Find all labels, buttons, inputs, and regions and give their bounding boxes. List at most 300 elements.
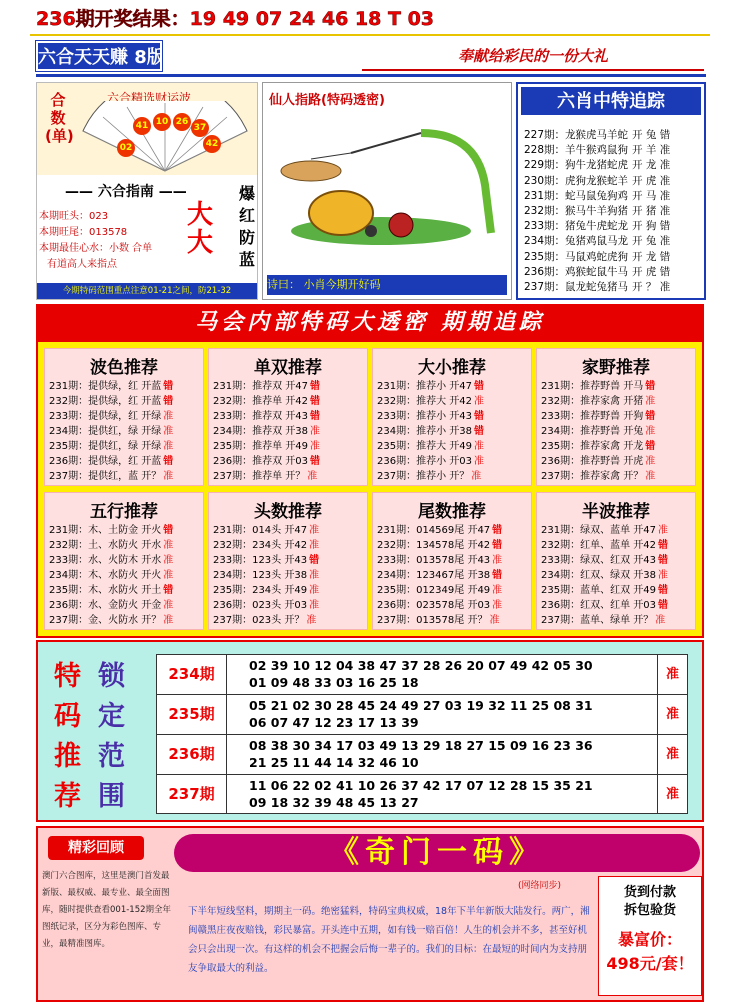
cod-label: 拆包验货: [623, 903, 676, 918]
card-row: [49, 469, 173, 484]
card-title: 头数推荐: [254, 502, 322, 522]
card-row: [49, 523, 173, 538]
zodiac-row-r: 开 马 准: [632, 189, 671, 202]
lock-numbers-line: 01 09 48 33 03 16 25 18: [249, 675, 419, 690]
side-chars: 爆红防蓝: [238, 184, 255, 269]
card-row-mark: 准: [658, 525, 668, 536]
card-row-text: 233期：推荐小 开43: [377, 411, 472, 422]
lock-char: 荐: [54, 781, 81, 812]
six-zodiac-title: 六肖中特追踪: [520, 86, 702, 116]
card-row: [213, 538, 319, 553]
zodiac-row: [524, 250, 670, 265]
zodiac-row-p: 231期：: [524, 189, 566, 202]
card-title: 大小推荐: [418, 358, 486, 378]
guide-line: 本期旺头：023: [39, 211, 109, 222]
qimen-title: 《奇门一码》: [174, 834, 700, 872]
zodiac-row: [524, 143, 670, 158]
card-row-text: 233期：提供绿，红 开绿: [49, 411, 162, 422]
card-row: [541, 394, 655, 409]
lock-period: 236期: [157, 735, 227, 774]
zodiac-row: [524, 158, 670, 173]
card-row-mark: 错: [658, 600, 668, 611]
card-row-text: 232期：134578尾 开42: [377, 540, 491, 551]
card-row: [213, 613, 316, 628]
card-row: [49, 553, 173, 568]
card-row-text: 232期：234头 开42: [213, 540, 308, 551]
card-row: [377, 613, 499, 628]
zodiac-row: [524, 174, 670, 189]
card-row: [213, 409, 320, 424]
zodiac-row-z: 狗牛龙猪蛇虎: [565, 159, 629, 172]
card-row: [213, 439, 320, 454]
card-row-text: 232期：推荐大 开42: [377, 396, 472, 407]
card-row-mark: 错: [474, 411, 484, 422]
recommend-grid: [36, 340, 704, 638]
card-row-mark: 准: [309, 600, 320, 611]
card-row-text: 231期：推荐双 开47: [213, 381, 308, 392]
zodiac-row-p: 229期：: [524, 159, 566, 172]
lock-period: 234期: [157, 655, 227, 694]
lock-numbers: [249, 777, 649, 811]
card-row: [541, 469, 655, 484]
lock-numbers-line: 05 21 02 30 28 45 24 49 27 03 19 32 11 25 08 31: [249, 698, 593, 713]
card-row-mark: 准: [309, 525, 320, 536]
card-row-text: 231期：014569尾 开47: [377, 525, 491, 536]
zodiac-row-p: 228期：: [524, 144, 566, 157]
zodiac-row-r: 开 龙 错: [632, 250, 671, 263]
fan-number: 42: [203, 135, 221, 153]
zodiac-row-z: 猴马牛羊狗猪: [565, 205, 629, 217]
card-row-text: 237期：金、火防水 开？: [49, 615, 162, 626]
guide-line: 有道高人来指点: [47, 259, 117, 270]
card-row-mark: 准: [163, 411, 174, 422]
card-row-mark: 准: [655, 615, 666, 626]
zodiac-row: [524, 189, 670, 204]
card-row: [541, 523, 668, 538]
card-row-text: 233期：水、火防木 开水: [49, 555, 162, 566]
six-zodiac-panel: [516, 82, 706, 300]
lock-char: 推: [54, 741, 81, 772]
card-row-mark: 错: [645, 441, 656, 452]
zodiac-row: [524, 280, 670, 295]
guide-note: 今期特码范围重点注意01-21之间，防21-32: [37, 283, 257, 299]
lock-table: [156, 654, 688, 814]
zodiac-row-p: 234期：: [524, 235, 566, 248]
guide-line: 本期旺尾：013578: [39, 227, 128, 238]
card-row: [49, 409, 173, 424]
card-row: [377, 523, 502, 538]
zodiac-row-z: 马鼠鸡蛇虎狗: [565, 250, 629, 263]
card-row-mark: 准: [309, 540, 320, 551]
card-row-text: 231期：推荐野兽 开马: [541, 381, 644, 392]
card-row: [541, 598, 668, 613]
zodiac-row-r: 开 羊 准: [632, 144, 671, 157]
card-row: [541, 439, 655, 454]
immortal-panel: [262, 82, 512, 300]
zodiac-row-p: 236期：: [524, 265, 566, 278]
recommend-card: [208, 492, 368, 630]
card-row-mark: 错: [310, 456, 320, 467]
card-row-mark: 准: [492, 555, 503, 566]
card-row-mark: 准: [163, 471, 174, 482]
card-row-text: 234期：推荐小 开38: [377, 426, 472, 437]
card-row: [377, 409, 484, 424]
card-row: [213, 469, 317, 484]
card-row-text: 233期：123头 开43: [213, 555, 308, 566]
card-row-mark: 错: [163, 585, 174, 596]
fan-title: 六合精选财运波: [107, 91, 192, 105]
lock-numbers: [249, 697, 649, 731]
card-row-mark: 错: [474, 426, 484, 437]
card-title: 半波推荐: [582, 502, 650, 522]
promo-description: 下半年短线坚料，期期主一码。绝密猛料，特码宝典权威，18年下半年新版大陆发行。两广，湘闽赣黑庄夜夜赔钱，彩民暴富。开头连中五期，如有钱一赔百倍！人生的机会并不多，甚至好机会只会出现一次。有这样的机会不把握会后悔一辈子的。我们的目标：在最短的时间内为支持朋友争取最大的利益。: [188, 906, 590, 974]
lock-char: 码: [54, 701, 81, 732]
card-row-mark: 错: [492, 540, 503, 551]
lock-char: 范: [98, 741, 125, 772]
card-row-mark: 错: [645, 411, 656, 422]
card-row-text: 233期：013578尾 开43: [377, 555, 491, 566]
zodiac-row: [524, 234, 670, 249]
card-row: [541, 583, 668, 598]
card-row-text: 236期：023头 开03: [213, 600, 308, 611]
lock-row: [157, 695, 687, 735]
card-row-mark: 错: [658, 540, 668, 551]
card-row: [213, 424, 320, 439]
lock-char: 围: [98, 781, 125, 812]
zodiac-row-r: 开 虎 准: [632, 174, 671, 187]
fan-number: 26: [173, 113, 191, 131]
fan-number: 10: [153, 113, 171, 131]
card-row-text: 235期：木、水防火 开土: [49, 585, 162, 596]
card-row-text: 235期：234头 开49: [213, 585, 308, 596]
card-row: [541, 553, 668, 568]
card-row: [213, 583, 319, 598]
recall-title: 精彩回顾: [48, 836, 144, 860]
card-title: 单双推荐: [254, 358, 322, 378]
zodiac-row-z: 鼠龙蛇兔猪马: [565, 281, 629, 293]
lock-char: 特: [54, 661, 81, 692]
lock-mark: 准: [657, 735, 687, 774]
card-row-mark: 准: [163, 540, 174, 551]
card-row: [377, 538, 502, 553]
card-row: [49, 394, 173, 409]
price-value: 498元/套！: [606, 954, 694, 973]
promo-panel: [36, 826, 704, 1002]
guide-line: 本期最佳心水：小数 合单: [39, 243, 153, 254]
price-box: [598, 876, 702, 996]
card-row: [49, 379, 173, 394]
card-row: [541, 454, 655, 469]
card-row-mark: 准: [492, 585, 503, 596]
card-row-text: 236期：推荐野兽 开虎: [541, 456, 644, 467]
zodiac-row-r: 开 虎 错: [632, 265, 671, 278]
recommend-card: [536, 492, 696, 630]
lock-chars: [54, 654, 134, 814]
recall-text: 澳门六合图库，这里是澳门首发最新版、最权威、最专业、最全面图库，随时提供查看001-152期全年图纸记录，区分为彩色图库、专业，最精准图库。: [42, 871, 172, 949]
card-row: [377, 598, 502, 613]
card-row-mark: 准: [306, 615, 317, 626]
card-row-text: 235期：012349尾 开49: [377, 585, 491, 596]
card-row: [377, 553, 502, 568]
zodiac-row-z: 蛇马鼠兔狗鸡: [565, 189, 629, 202]
lock-numbers-line: 06 07 47 12 23 17 13 39: [249, 715, 419, 730]
card-row-text: 234期：123467尾 开38: [377, 570, 491, 581]
fan-box: [37, 83, 257, 175]
card-row-text: 237期：推荐小 开？: [377, 471, 470, 482]
lock-char: 锁: [98, 661, 125, 692]
zodiac-row: [524, 204, 670, 219]
card-row-mark: 错: [310, 411, 320, 422]
card-row-mark: 准: [163, 555, 174, 566]
card-row: [49, 613, 173, 628]
card-row-mark: 错: [645, 381, 656, 392]
card-row-text: 233期：推荐野兽 开狗: [541, 411, 644, 422]
card-row: [541, 409, 655, 424]
card-row-mark: 准: [645, 396, 656, 407]
card-title: 五行推荐: [90, 502, 158, 522]
recommend-card: [372, 492, 532, 630]
card-row-text: 234期：提供红，绿 开绿: [49, 426, 162, 437]
card-row-text: 231期：木、土防金 开火: [49, 525, 162, 536]
recommend-card: [372, 348, 532, 486]
zodiac-row-r: 开 狗 错: [632, 220, 671, 233]
zodiac-row-z: 兔猪鸡鼠马龙: [565, 235, 629, 248]
cartoon-image: [271, 113, 503, 261]
card-row-mark: 错: [163, 525, 174, 536]
lock-mark: 准: [657, 775, 687, 814]
zodiac-row: [524, 265, 670, 280]
card-row: [49, 538, 173, 553]
card-row-mark: 准: [471, 471, 482, 482]
card-row: [377, 379, 484, 394]
lock-mark: 准: [657, 695, 687, 734]
card-row-text: 232期：推荐家禽 开猪: [541, 396, 644, 407]
zodiac-row-p: 227期：: [524, 129, 566, 141]
zodiac-row-r: 开 猪 准: [632, 205, 671, 217]
card-row-text: 232期：提供绿，红 开蓝: [49, 396, 162, 407]
card-row-mark: 准: [310, 426, 320, 437]
lock-period: 235期: [157, 695, 227, 734]
lock-row: [157, 735, 687, 775]
zodiac-row: [524, 219, 670, 234]
net-sync: (网络同步): [518, 881, 562, 891]
card-row-text: 237期：023头 开？: [213, 615, 305, 626]
card-row-text: 237期：013578尾 开？: [377, 615, 488, 626]
zodiac-row-r: 开 ？ 准: [632, 281, 671, 293]
recommend-card: [536, 348, 696, 486]
card-row: [213, 568, 319, 583]
lock-char: 定: [98, 701, 125, 732]
zodiac-row-p: 230期：: [524, 174, 566, 187]
recommend-card: [208, 348, 368, 486]
card-row-text: 232期：土、水防火 开水: [49, 540, 162, 551]
card-row: [541, 613, 665, 628]
card-row-text: 232期：推荐单 开42: [213, 396, 308, 407]
card-row: [541, 379, 655, 394]
zodiac-row-z: 虎狗龙猴蛇羊: [565, 174, 629, 187]
fan-number: 37: [191, 119, 209, 137]
card-row-mark: 错: [474, 381, 484, 392]
zodiac-row-z: 猪兔牛虎蛇龙: [565, 220, 629, 233]
card-row-text: 236期：提供绿，红 开蓝: [49, 456, 162, 467]
card-row: [541, 424, 655, 439]
card-row: [49, 568, 173, 583]
card-row: [49, 439, 173, 454]
card-row-text: 235期：推荐大 开49: [377, 441, 472, 452]
card-title: 波色推荐: [90, 358, 158, 378]
card-row-text: 231期：绿双、蓝单 开47: [541, 525, 656, 536]
card-row: [377, 394, 484, 409]
card-row-mark: 错: [492, 525, 503, 536]
card-row-text: 235期：蓝单、红双 开49: [541, 585, 656, 596]
brand-title: 六合天天赚 8版: [36, 41, 162, 71]
card-row-mark: 准: [645, 456, 656, 467]
fan-icon: [77, 101, 253, 173]
card-row-text: 232期：红单、蓝单 开42: [541, 540, 656, 551]
card-row-text: 234期：123头 开38: [213, 570, 308, 581]
fan-number: 41: [133, 117, 151, 135]
card-row-mark: 错: [163, 456, 174, 467]
top-divider: [30, 34, 710, 36]
card-row-mark: 准: [645, 426, 656, 437]
card-row-text: 234期：推荐双 开38: [213, 426, 308, 437]
card-row-text: 235期：提供红，绿 开绿: [49, 441, 162, 452]
card-row: [49, 583, 173, 598]
lock-numbers-line: 11 06 22 02 41 10 26 37 42 17 07 12 28 15 35 21: [249, 778, 593, 793]
recommend-card: [44, 348, 204, 486]
card-row-mark: 准: [307, 471, 318, 482]
card-row: [213, 379, 320, 394]
card-row: [49, 424, 173, 439]
card-row: [377, 568, 502, 583]
card-row: [213, 523, 319, 538]
card-row-mark: 准: [163, 600, 174, 611]
card-row-text: 237期：提供红，蓝 开？: [49, 471, 162, 482]
card-row-text: 231期：推荐小 开47: [377, 381, 472, 392]
fan-number: 02: [117, 139, 135, 157]
brand-bar: [36, 74, 706, 77]
card-row-mark: 错: [163, 381, 174, 392]
card-row-text: 234期：木、水防火 开火: [49, 570, 162, 581]
card-row-mark: 准: [658, 570, 668, 581]
card-row-mark: 错: [163, 396, 174, 407]
card-row-text: 234期：推荐野兽 开兔: [541, 426, 644, 437]
card-row: [377, 583, 502, 598]
lock-range-panel: [36, 640, 704, 822]
card-row: [377, 469, 481, 484]
card-row-mark: 准: [474, 456, 484, 467]
card-row: [213, 553, 319, 568]
card-row: [541, 568, 668, 583]
lock-row: [157, 775, 687, 815]
card-row-mark: 准: [310, 441, 320, 452]
card-row-text: 231期：014头 开47: [213, 525, 308, 536]
zodiac-row-p: 232期：: [524, 205, 566, 217]
draw-result: 236期开奖结果：19 49 07 24 46 18 T 03: [36, 8, 435, 30]
zodiac-row-z: 鸡猴蛇鼠牛马: [565, 265, 629, 278]
card-row-text: 231期：提供绿，红 开蓝: [49, 381, 162, 392]
card-title: 尾数推荐: [418, 502, 486, 522]
zodiac-row-p: 235期：: [524, 250, 566, 263]
immortal-title: 仙人指路(特码透密): [269, 93, 385, 108]
card-row: [377, 439, 484, 454]
card-row-text: 237期：推荐家禽 开？: [541, 471, 644, 482]
zodiac-row-p: 237期：: [524, 281, 566, 293]
card-row-text: 236期：红双、红单 开03: [541, 600, 656, 611]
zodiac-row-z: 龙猴虎马羊蛇: [565, 129, 629, 141]
card-row: [213, 454, 320, 469]
card-row-mark: 准: [309, 585, 320, 596]
main-banner: 马会内部特码大透密 期期追踪: [36, 304, 704, 340]
price-label: 暴富价：: [617, 930, 682, 949]
cod-label: 货到付款: [623, 885, 676, 900]
card-row-mark: 准: [163, 615, 174, 626]
guide-title: —— 六合指南 ——: [65, 184, 187, 200]
card-row-text: 234期：红双、绿双 开38: [541, 570, 656, 581]
lock-period: 237期: [157, 775, 227, 814]
card-row-text: 235期：推荐单 开49: [213, 441, 308, 452]
card-row-mark: 准: [474, 441, 484, 452]
big-chars: 大大: [187, 200, 214, 258]
card-row-text: 236期：水、金防火 开金: [49, 600, 162, 611]
card-row-text: 233期：绿双、红双 开43: [541, 555, 656, 566]
lock-numbers: [249, 657, 649, 691]
zodiac-row: [524, 128, 670, 143]
card-row-mark: 错: [492, 570, 503, 581]
card-row-mark: 准: [492, 600, 503, 611]
lock-numbers-line: 21 25 11 44 14 32 46 10: [249, 755, 419, 770]
card-row: [377, 454, 484, 469]
card-row-text: 236期：推荐双 开03: [213, 456, 308, 467]
hedan-label: 合数(单): [45, 91, 74, 145]
card-row-text: 235期：推荐家禽 开龙: [541, 441, 644, 452]
card-row-text: 236期：推荐小 开03: [377, 456, 472, 467]
card-row-mark: 准: [489, 615, 500, 626]
lock-mark: 准: [657, 655, 687, 694]
card-row: [377, 424, 484, 439]
card-row: [541, 538, 668, 553]
lock-numbers: [249, 737, 649, 771]
fan-panel: [36, 82, 258, 300]
card-row-mark: 准: [163, 441, 174, 452]
card-title: 家野推荐: [582, 358, 650, 378]
card-row-text: 237期：蓝单、绿单 开？: [541, 615, 654, 626]
zodiac-row-z: 羊牛猴鸡鼠狗: [565, 144, 629, 157]
lock-numbers-line: 08 38 30 34 17 03 49 13 29 18 27 15 09 16 23 36: [249, 738, 593, 753]
card-row-text: 236期：023578尾 开03: [377, 600, 491, 611]
lock-row: [157, 655, 687, 695]
card-row-mark: 错: [309, 555, 320, 566]
zodiac-row-r: 开 兔 准: [632, 235, 671, 248]
card-row-text: 237期：推荐单 开？: [213, 471, 306, 482]
card-row-mark: 错: [658, 555, 668, 566]
card-row-mark: 错: [310, 381, 320, 392]
zodiac-row-r: 开 龙 准: [632, 159, 671, 172]
card-row-mark: 准: [474, 396, 484, 407]
card-row-mark: 错: [658, 585, 668, 596]
card-row: [49, 454, 173, 469]
card-row-mark: 准: [645, 471, 656, 482]
card-row-mark: 错: [310, 396, 320, 407]
lock-numbers-line: 02 39 10 12 04 38 47 37 28 26 20 07 49 42 05 30: [249, 658, 593, 673]
immortal-poem: 诗曰： 小肖今期开好码: [267, 275, 507, 295]
zodiac-row-r: 开 兔 错: [632, 129, 671, 141]
card-row: [213, 598, 319, 613]
card-row-mark: 准: [163, 426, 174, 437]
card-row: [49, 598, 173, 613]
card-row-mark: 准: [163, 570, 174, 581]
card-row-text: 233期：推荐双 开43: [213, 411, 308, 422]
